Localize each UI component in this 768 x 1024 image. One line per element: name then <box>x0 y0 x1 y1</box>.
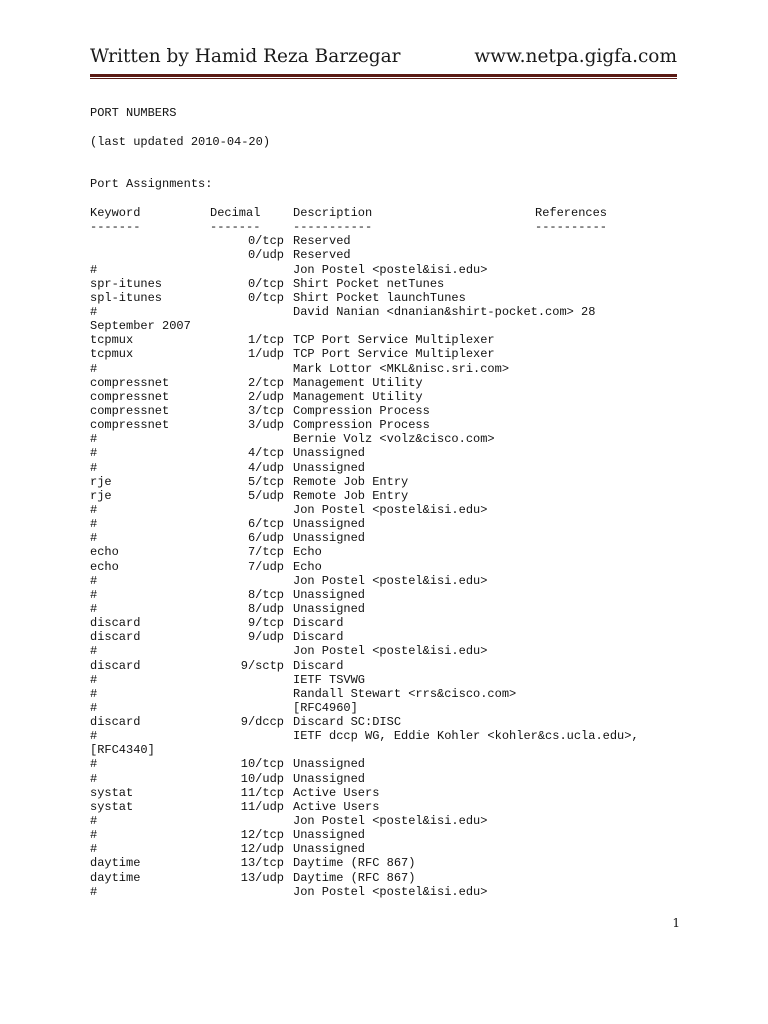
cell-keyword: # <box>90 587 98 602</box>
table-row <box>90 828 680 842</box>
table-row <box>90 291 680 305</box>
cell-decimal: 9/sctp <box>240 658 284 673</box>
port-table <box>90 206 680 899</box>
cell-decimal: 11/udp <box>240 799 284 814</box>
document-title: PORT NUMBERS <box>90 106 177 120</box>
table-row <box>90 248 680 262</box>
cell-description: TCP Port Service Multiplexer <box>293 347 495 362</box>
header-rule-thick <box>90 74 677 77</box>
cell-description: Echo <box>293 559 322 574</box>
table-row <box>90 757 680 771</box>
cell-keyword: echo <box>90 545 119 560</box>
table-row <box>90 701 680 715</box>
cell-decimal: 9/dccp <box>240 715 284 730</box>
table-row <box>90 503 680 517</box>
cell-decimal: 6/udp <box>247 531 284 546</box>
cell-decimal: 9/udp <box>247 630 284 645</box>
cell-decimal: 3/tcp <box>247 403 284 418</box>
cell-description: Jon Postel <postel&isi.edu> <box>293 814 488 829</box>
table-row <box>90 743 680 757</box>
cell-decimal: 0/tcp <box>247 276 284 291</box>
cell-decimal: 6/tcp <box>247 517 284 532</box>
cell-decimal: 8/tcp <box>247 587 284 602</box>
cell-decimal: 12/udp <box>240 842 284 857</box>
cell-keyword: # <box>90 771 98 786</box>
table-row <box>90 376 680 390</box>
cell-description: Jon Postel <postel&isi.edu> <box>293 644 488 659</box>
cell-description: Reserved <box>293 248 351 263</box>
cell-description: Discard <box>293 630 344 645</box>
cell-decimal: 3/udp <box>247 418 284 433</box>
cell-description: [RFC4960] <box>293 700 358 715</box>
cell-description: Unassigned <box>293 531 366 546</box>
cell-keyword: tcpmux <box>90 333 134 348</box>
column-header-decimal: Decimal <box>210 206 261 220</box>
cell-keyword: September 2007 <box>90 319 191 334</box>
table-row <box>90 588 680 602</box>
section-heading: Port Assignments: <box>90 177 213 191</box>
table-row <box>90 842 680 856</box>
cell-keyword: # <box>90 460 98 475</box>
table-row <box>90 418 680 432</box>
table-row <box>90 263 680 277</box>
cell-description: Unassigned <box>293 842 366 857</box>
cell-keyword: # <box>90 502 98 517</box>
table-row <box>90 475 680 489</box>
cell-keyword: compressnet <box>90 418 170 433</box>
cell-keyword: rje <box>90 474 112 489</box>
page-header <box>90 44 677 72</box>
cell-keyword: # <box>90 644 98 659</box>
table-row <box>90 772 680 786</box>
cell-keyword: echo <box>90 559 119 574</box>
table-row <box>90 616 680 630</box>
cell-keyword: # <box>90 361 98 376</box>
cell-description: Remote Job Entry <box>293 474 409 489</box>
cell-keyword: # <box>90 828 98 843</box>
underline-references: ---------- <box>535 220 608 235</box>
cell-keyword: [RFC4340] <box>90 743 155 758</box>
cell-keyword: spr-itunes <box>90 276 163 291</box>
table-row <box>90 404 680 418</box>
cell-decimal: 7/udp <box>247 559 284 574</box>
cell-description: Mark Lottor <MKL&nisc.sri.com> <box>293 361 510 376</box>
cell-description: Active Users <box>293 799 380 814</box>
cell-description: Reserved <box>293 234 351 249</box>
table-row <box>90 814 680 828</box>
cell-keyword: daytime <box>90 870 141 885</box>
table-row <box>90 856 680 870</box>
cell-description: Randall Stewart <rrs&cisco.com> <box>293 686 517 701</box>
table-row <box>90 630 680 644</box>
cell-keyword: # <box>90 573 98 588</box>
cell-keyword: # <box>90 672 98 687</box>
cell-description: Discard <box>293 658 344 673</box>
cell-description: Jon Postel <postel&isi.edu> <box>293 262 488 277</box>
cell-decimal: 13/udp <box>240 870 284 885</box>
underline-decimal: ------- <box>210 220 261 235</box>
cell-keyword: # <box>90 884 98 899</box>
table-row <box>90 574 680 588</box>
table-row <box>90 347 680 361</box>
cell-keyword: spl-itunes <box>90 290 163 305</box>
cell-decimal: 2/tcp <box>247 375 284 390</box>
cell-description: Unassigned <box>293 601 366 616</box>
cell-decimal: 10/tcp <box>240 757 284 772</box>
cell-description: Management Utility <box>293 389 423 404</box>
table-row <box>90 305 680 319</box>
cell-decimal: 10/udp <box>240 771 284 786</box>
table-row <box>90 545 680 559</box>
table-row <box>90 531 680 545</box>
cell-description: Bernie Volz <volz&cisco.com> <box>293 432 495 447</box>
cell-description: Jon Postel <postel&isi.edu> <box>293 573 488 588</box>
underline-description: ----------- <box>293 220 373 235</box>
cell-description: Shirt Pocket netTunes <box>293 276 445 291</box>
cell-keyword: systat <box>90 785 134 800</box>
cell-description: TCP Port Service Multiplexer <box>293 333 495 348</box>
cell-keyword: # <box>90 601 98 616</box>
cell-description: Jon Postel <postel&isi.edu> <box>293 502 488 517</box>
cell-description: Active Users <box>293 785 380 800</box>
cell-decimal: 2/udp <box>247 389 284 404</box>
cell-decimal: 8/udp <box>247 601 284 616</box>
cell-keyword: daytime <box>90 856 141 871</box>
header-website: www.netpa.gigfa.com <box>474 46 677 67</box>
table-row <box>90 715 680 729</box>
table-row <box>90 673 680 687</box>
cell-keyword: # <box>90 304 98 319</box>
cell-decimal: 1/udp <box>247 347 284 362</box>
table-header-row <box>90 206 680 220</box>
cell-description: David Nanian <dnanian&shirt-pocket.com> 28 <box>293 304 596 319</box>
table-row <box>90 644 680 658</box>
cell-keyword: compressnet <box>90 389 170 404</box>
cell-decimal: 11/tcp <box>240 785 284 800</box>
cell-decimal: 1/tcp <box>247 333 284 348</box>
column-header-keyword: Keyword <box>90 206 141 220</box>
cell-description: Remote Job Entry <box>293 488 409 503</box>
table-row <box>90 687 680 701</box>
cell-keyword: # <box>90 814 98 829</box>
cell-keyword: discard <box>90 616 141 631</box>
table-row <box>90 362 680 376</box>
cell-keyword: # <box>90 686 98 701</box>
cell-decimal: 13/tcp <box>240 856 284 871</box>
cell-description: Unassigned <box>293 460 366 475</box>
cell-keyword: tcpmux <box>90 347 134 362</box>
cell-decimal: 9/tcp <box>247 616 284 631</box>
table-row <box>90 489 680 503</box>
table-row <box>90 390 680 404</box>
cell-decimal: 5/tcp <box>247 474 284 489</box>
table-row <box>90 800 680 814</box>
cell-decimal: 0/udp <box>247 248 284 263</box>
cell-decimal: 4/tcp <box>247 446 284 461</box>
cell-description: Unassigned <box>293 587 366 602</box>
cell-description: Unassigned <box>293 828 366 843</box>
cell-keyword: # <box>90 842 98 857</box>
table-row <box>90 602 680 616</box>
cell-keyword: # <box>90 729 98 744</box>
table-row <box>90 319 680 333</box>
cell-description: Shirt Pocket launchTunes <box>293 290 466 305</box>
cell-decimal: 0/tcp <box>247 234 284 249</box>
cell-description: Daytime (RFC 867) <box>293 870 416 885</box>
cell-description: Unassigned <box>293 757 366 772</box>
table-row <box>90 517 680 531</box>
column-header-references: References <box>535 206 608 220</box>
cell-description: Unassigned <box>293 446 366 461</box>
cell-decimal: 7/tcp <box>247 545 284 560</box>
cell-keyword: # <box>90 262 98 277</box>
cell-keyword: # <box>90 517 98 532</box>
cell-description: Management Utility <box>293 375 423 390</box>
cell-keyword: discard <box>90 630 141 645</box>
table-row <box>90 432 680 446</box>
page-number: 1 <box>672 916 680 930</box>
cell-description: IETF TSVWG <box>293 672 366 687</box>
table-row <box>90 234 680 248</box>
cell-keyword: # <box>90 446 98 461</box>
table-row <box>90 786 680 800</box>
cell-description: Discard <box>293 616 344 631</box>
cell-decimal: 0/tcp <box>247 290 284 305</box>
cell-description: Unassigned <box>293 771 366 786</box>
column-header-description: Description <box>293 206 373 220</box>
table-row <box>90 560 680 574</box>
cell-keyword: # <box>90 700 98 715</box>
cell-description: Daytime (RFC 867) <box>293 856 416 871</box>
table-row <box>90 277 680 291</box>
cell-keyword: # <box>90 432 98 447</box>
cell-description: IETF dccp WG, Eddie Kohler <kohler&cs.ucla.edu>, <box>293 729 639 744</box>
table-row <box>90 333 680 347</box>
underline-keyword: ------- <box>90 220 141 235</box>
cell-description: Echo <box>293 545 322 560</box>
cell-keyword: systat <box>90 799 134 814</box>
table-row <box>90 461 680 475</box>
header-rule-thin <box>90 78 677 79</box>
cell-decimal: 4/udp <box>247 460 284 475</box>
table-row <box>90 659 680 673</box>
header-author: Written by Hamid Reza Barzegar <box>90 46 401 67</box>
cell-keyword: # <box>90 757 98 772</box>
last-updated: (last updated 2010-04-20) <box>90 135 271 149</box>
cell-keyword: discard <box>90 715 141 730</box>
table-row <box>90 729 680 743</box>
cell-description: Discard SC:DISC <box>293 715 402 730</box>
cell-description: Jon Postel <postel&isi.edu> <box>293 884 488 899</box>
table-underline-row <box>90 220 680 234</box>
cell-decimal: 12/tcp <box>240 828 284 843</box>
cell-keyword: compressnet <box>90 375 170 390</box>
cell-keyword: compressnet <box>90 403 170 418</box>
cell-description: Unassigned <box>293 517 366 532</box>
table-row <box>90 871 680 885</box>
table-row <box>90 446 680 460</box>
cell-decimal: 5/udp <box>247 488 284 503</box>
cell-description: Compression Process <box>293 403 430 418</box>
cell-description: Compression Process <box>293 418 430 433</box>
cell-keyword: discard <box>90 658 141 673</box>
table-row <box>90 885 680 899</box>
cell-keyword: rje <box>90 488 112 503</box>
cell-keyword: # <box>90 531 98 546</box>
